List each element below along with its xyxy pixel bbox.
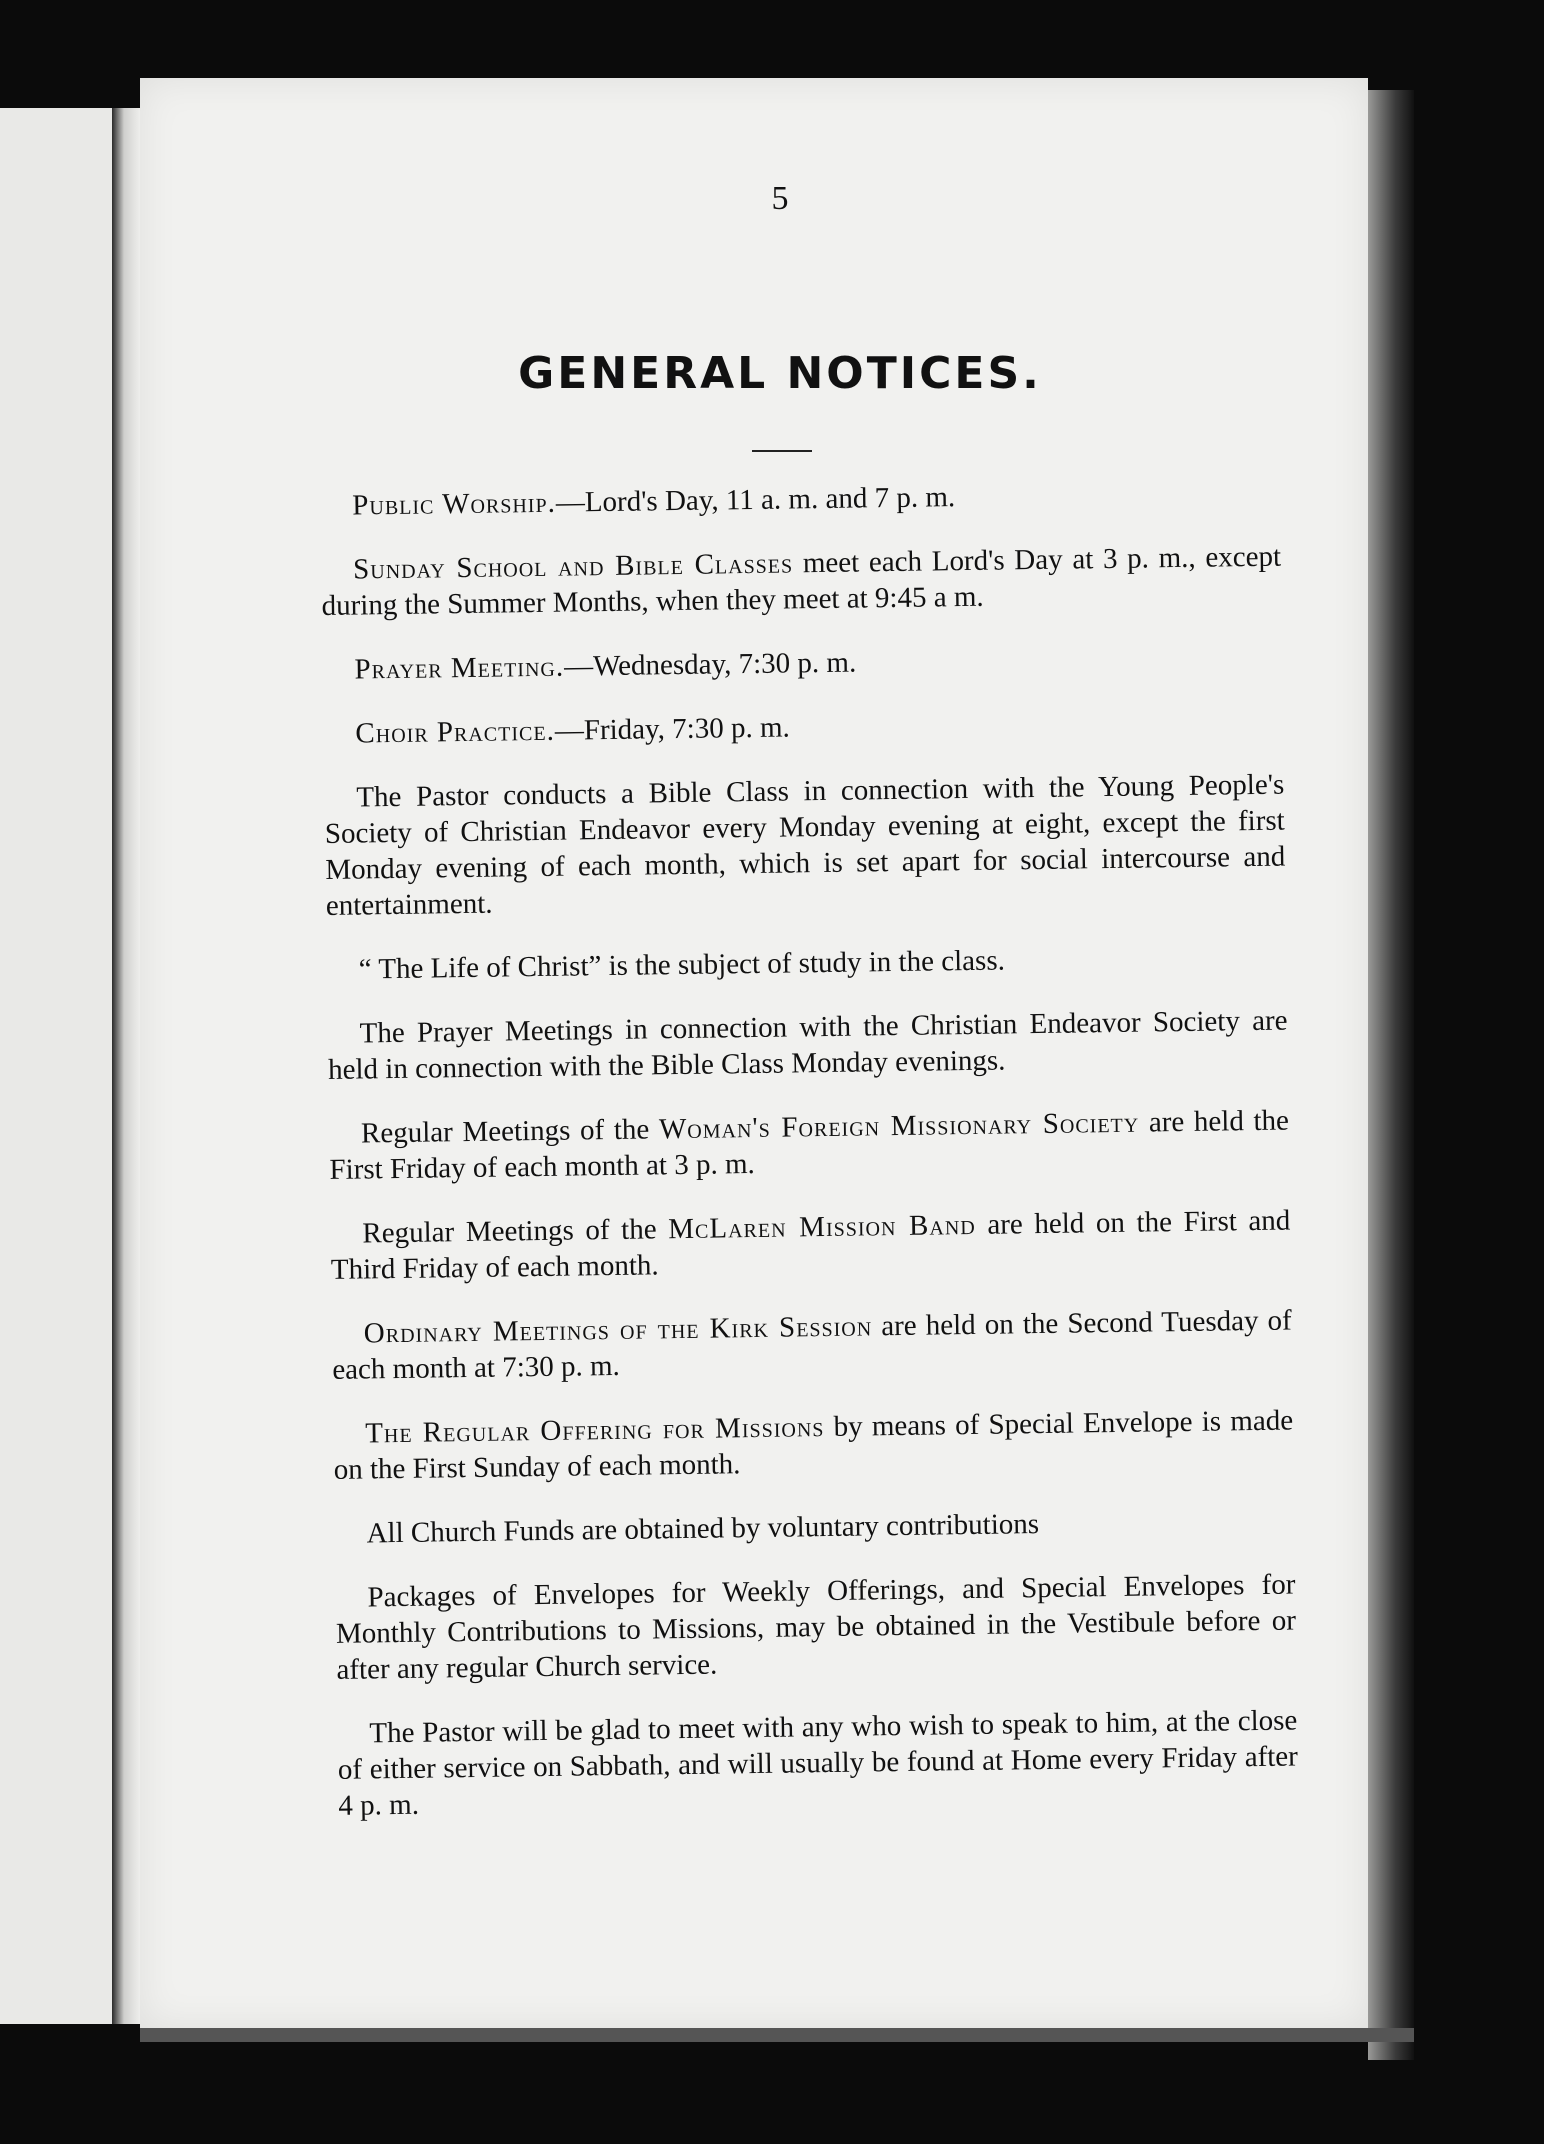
notice-missions-offering: [333, 1403, 1294, 1488]
notice-prayer-meeting: [322, 639, 1282, 688]
notice-text: Regular Meetings of the: [362, 1213, 669, 1250]
notice-envelopes: Packages of Envelopes for Weekly Offerings, and Special Envelopes for Monthly Contributions to Missions, may be obtained in the Vestibule before or after any regular Church service.: [335, 1568, 1297, 1686]
notice-study-subject: “ The Life of Christ” is the subject of study in the class.: [358, 944, 1006, 986]
notice-lead: Public Worship.: [352, 486, 557, 522]
notice-choir-practice: [323, 703, 1283, 752]
left-page-edge: [0, 108, 115, 2024]
page-number: 5: [771, 180, 789, 217]
notice-emphasis: Woman's Foreign Missionary Society: [658, 1106, 1140, 1146]
notice-text: by means of Special Envelope is made on the First Sunday of each month.: [333, 1404, 1294, 1486]
notice-womans-missionary-society: [329, 1103, 1290, 1188]
notice-lead: Choir Practice.: [355, 714, 556, 750]
notice-text: Regular Meetings of the: [360, 1113, 660, 1150]
page-title: GENERAL NOTICES.: [518, 348, 1042, 399]
notice-text: meet each Lord's Day at 3 p. m., except during the Summer Months, when they meet at 9:45 a m.: [321, 540, 1282, 622]
notice-pastor-availability: The Pastor will be glad to meet with any who wish to speak to him, at the close of either service on Sabbath, and will usually be found at Home every Friday after 4 p. m.: [337, 1704, 1299, 1822]
notice-text: are held on the Second Tuesday of each month at 7:30 p. m.: [332, 1304, 1292, 1386]
notices-list: [320, 475, 1299, 1852]
notice-kirk-session: [332, 1303, 1293, 1388]
notice-lead: Prayer Meeting.: [354, 650, 565, 686]
notice-text: —Lord's Day, 11 a. m. and 7 p. m.: [555, 481, 956, 519]
notice-sunday-school: [321, 539, 1282, 624]
notice-church-funds: All Church Funds are obtained by voluntary contributions: [366, 1508, 1040, 1550]
notice-lead: Sunday School and Bible Classes: [352, 547, 794, 586]
notice-text: —Friday, 7:30 p. m.: [554, 711, 790, 747]
notice-text: —Wednesday, 7:30 p. m.: [563, 646, 857, 683]
notice-lead: The Regular Offering for Missions: [364, 1411, 825, 1450]
title-rule: [752, 450, 812, 452]
notice-lead: Ordinary Meetings of the Kirk Session: [363, 1310, 873, 1350]
notice-mission-band: [330, 1203, 1291, 1288]
notice-endeavor-prayer-meetings: The Prayer Meetings in connection with the Christian Endeavor Society are held in connection with the Bible Class Monday evenings.: [327, 1004, 1288, 1086]
page-bottom-edge: [140, 2028, 1414, 2042]
notice-emphasis: McLaren Mission Band: [668, 1208, 976, 1246]
notice-text: are held on the First and Third Friday of each month.: [330, 1204, 1291, 1286]
notice-text: are held the First Friday of each month at 3 p. m.: [329, 1104, 1290, 1186]
notice-bible-class: The Pastor conducts a Bible Class in connection with the Young People's Society of Christian Endeavor every Monday evening at eight, except the first Monday evening of each month, which is set apart for social intercourse and entertainment.: [324, 768, 1286, 922]
book-gutter: [112, 108, 142, 2024]
page-stack-edge: [1368, 90, 1414, 2060]
